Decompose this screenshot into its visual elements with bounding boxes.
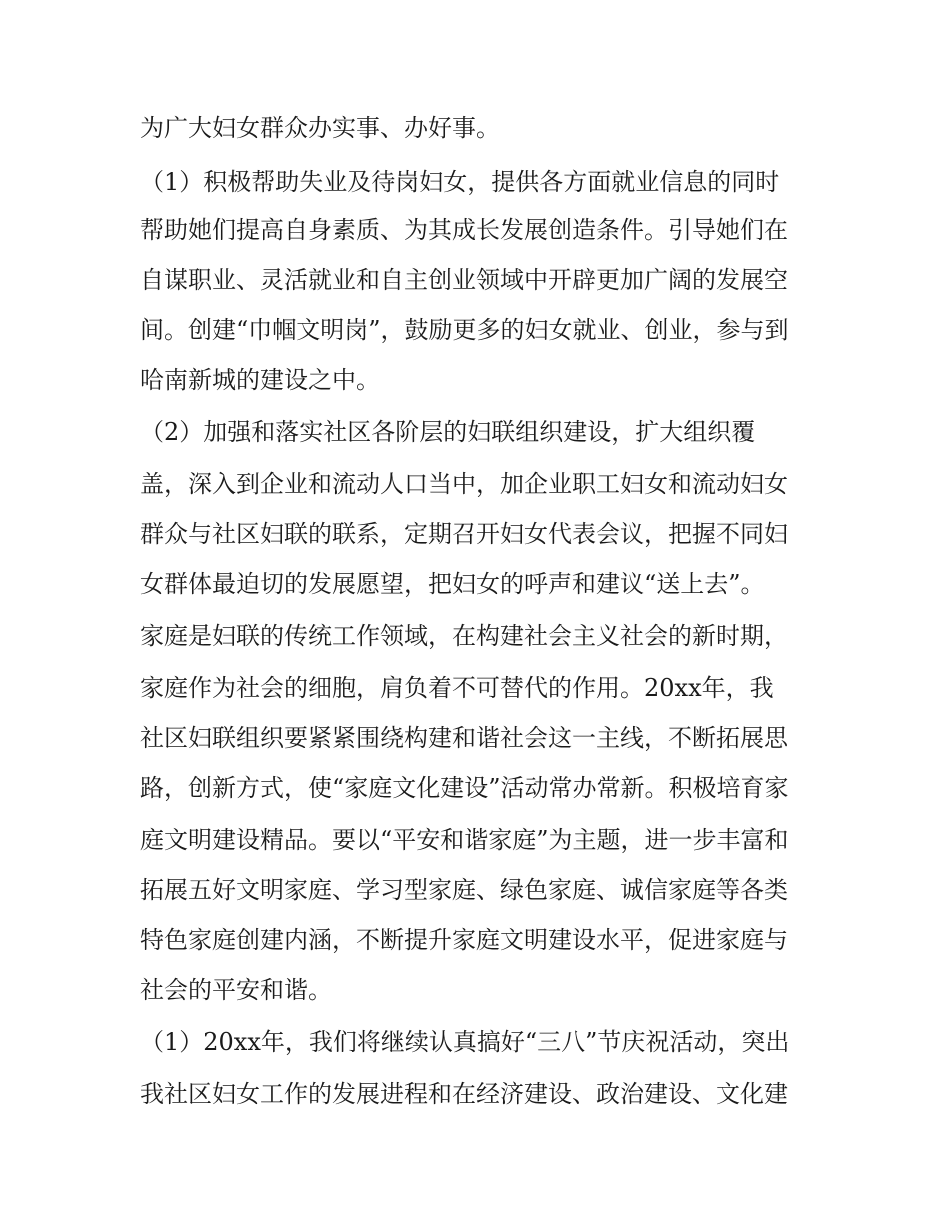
- text-line: 我社区妇女工作的发展进程和在经济建设、政治建设、文化建: [140, 1080, 788, 1108]
- text-line: （2）加强和落实社区各阶层的妇联组织建设，扩大组织覆: [140, 418, 756, 446]
- text-line: 帮助她们提高自身素质、为其成长发展创造条件。引导她们在: [140, 216, 788, 244]
- text-line: 群众与社区妇联的联系，定期召开妇女代表会议，把握不同妇: [140, 520, 788, 548]
- text-line: 社区妇联组织要紧紧围绕构建和谐社会这一主线，不断拓展思: [140, 724, 788, 752]
- text-line: 自谋职业、灵活就业和自主创业领域中开辟更加广阔的发展空: [140, 266, 788, 294]
- text-line: 拓展五好文明家庭、学习型家庭、绿色家庭、诚信家庭等各类: [140, 876, 788, 904]
- text-line: 庭文明建设精品。要以“平安和谐家庭”为主题，进一步丰富和: [140, 826, 789, 854]
- text-line: 家庭作为社会的细胞，肩负着不可替代的作用。20xx年，我: [140, 674, 774, 702]
- text-line: 为广大妇女群众办实事、办好事。: [140, 114, 500, 142]
- text-line: （1）积极帮助失业及待岗妇女，提供各方面就业信息的同时: [140, 168, 780, 196]
- text-line: （1）20xx年，我们将继续认真搞好“三八”节庆祝活动，突出: [140, 1028, 790, 1056]
- text-line: 间。创建“巾帼文明岗”，鼓励更多的妇女就业、创业，参与到: [140, 316, 789, 344]
- text-line: 盖，深入到企业和流动人口当中，加企业职工妇女和流动妇女: [140, 470, 788, 498]
- text-line: 家庭是妇联的传统工作领域，在构建社会主义社会的新时期，: [140, 622, 788, 650]
- text-line: 特色家庭创建内涵，不断提升家庭文明建设水平，促进家庭与: [140, 926, 788, 954]
- text-line: 哈南新城的建设之中。: [140, 366, 380, 394]
- text-line: 女群体最迫切的发展愿望，把妇女的呼声和建议“送上去”。: [140, 570, 765, 598]
- text-line: 路，创新方式，使“家庭文化建设”活动常办常新。积极培育家: [140, 774, 789, 802]
- text-line: 社会的平安和谐。: [140, 976, 332, 1004]
